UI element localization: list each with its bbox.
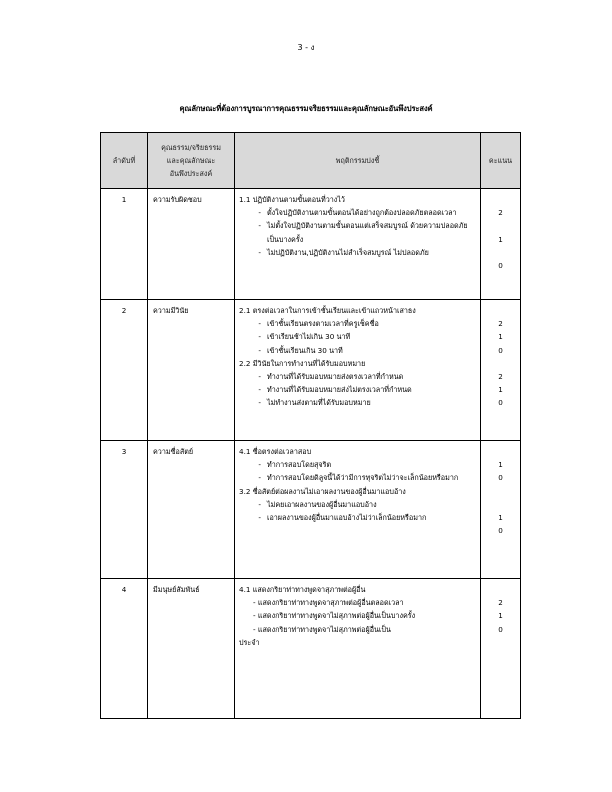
score-value: 0 [498, 345, 503, 355]
behavior-cell [235, 579, 481, 719]
score-value: 0 [498, 624, 503, 634]
list-item-text: ทำการสอบโดยสุจริต [267, 460, 332, 470]
list-item-text: ไม่คยเอาผลงานของผู้อื่นมาแอบอ้าง [267, 499, 377, 509]
page-title: คุณลักษณะที่ต้องการบูรณาการคุณธรรมจริยธรรมและคุณลักษณะอันพึงประสงค์ [179, 104, 433, 113]
list-item: - ไม่คยเอาผลงานของผู้อื่นมาแอบอ้าง [239, 498, 476, 511]
table-row [101, 189, 521, 300]
trait-name: มีมนุษย์สัมพันธ์ [148, 579, 235, 719]
list-item-text: ตั้งใจปฏิบัติงานตามขั้นตอนได้อย่างถูกต้องปลอดภัยตลอดเวลา [267, 208, 457, 218]
behavior-cell [235, 300, 481, 441]
header-trait-line: และคุณลักษณะ [166, 155, 216, 165]
list-item: - แสดงกริยาท่าทางพูดจาสุภาพต่อผู้อื่นตลอดเวลา [253, 598, 404, 608]
trait-name: ความมีวินัย [148, 300, 235, 441]
table-row [101, 300, 521, 441]
score-value: 2 [498, 371, 503, 381]
list-item: - ทำการสอบโดยดิลูจนี้ได้ว่ามีการทุจริตไม่ว่าจะเล็กน้อยหรือมาก [239, 471, 476, 484]
list-item-text: เข้าชั้นเรียนตรงตามเวลาที่ครูเช็คชื่อ [267, 319, 379, 329]
list-item: - ไม่ปฏิบัติงาน,ปฏิบัติงานไม่สำเร็จสมบูรณ์ ไม่ปลอดภัย [239, 246, 476, 259]
page-number: 3 - ง [297, 43, 315, 52]
header-no: ลำดับที่ [101, 133, 148, 189]
score-value: 0 [498, 526, 503, 536]
score-cell [481, 579, 521, 719]
table-row [101, 441, 521, 579]
list-item-text: ไม่ปฏิบัติงาน,ปฏิบัติงานไม่สำเร็จสมบูรณ์ ไม่ปลอดภัย [267, 247, 429, 257]
score-value: 1 [498, 332, 503, 342]
behavior-heading: 3.2 ซื่อสัตย์ต่อผลงานไม่เอาผลงานของผู้อื่นมาแอบอ้าง [239, 486, 406, 496]
list-item: - ตั้งใจปฏิบัติงานตามขั้นตอนได้อย่างถูกต้องปลอดภัยตลอดเวลา [239, 206, 476, 219]
header-behavior: พฤติกรรมบ่งชี้ [235, 133, 481, 189]
list-item-text: เอาผลงานของผู้อื่นมาแอบอ้างไม่ว่าเล็กน้อยหรือมาก [267, 513, 427, 523]
score-value: 1 [498, 460, 503, 470]
row-number: 4 [101, 579, 148, 719]
list-item-text: ทำการสอบโดยดิลูจนี้ได้ว่ามีการทุจริตไม่ว่าจะเล็กน้อยหรือมาก [267, 473, 459, 483]
behavior-heading: 1.1 ปฏิบัติงานตามขั้นตอนที่วางไว้ [239, 195, 345, 204]
score-value: 1 [498, 234, 503, 244]
list-item-text: เข้าเรียนช้าไม่เกิน 30 นาที [267, 332, 351, 342]
list-item: - เอาผลงานของผู้อื่นมาแอบอ้างไม่ว่าเล็กน้อยหรือมาก [239, 511, 476, 524]
list-item: - แสดงกริยาท่าทางพูดจาไม่สุภาพต่อผู้อื่นเป็นบางครั้ง [253, 611, 416, 621]
behavior-cell [235, 189, 481, 300]
row-number: 2 [101, 300, 148, 441]
list-item: - เข้าชั้นเรียนเกิน 30 นาที [239, 344, 476, 357]
score-value: 1 [498, 512, 503, 522]
list-item: - แสดงกริยาท่าทางพูดจาไม่สุภาพต่อผู้อื่นเป็น [253, 624, 391, 634]
traits-table [100, 132, 521, 719]
score-value: 2 [498, 208, 503, 218]
score-value: 2 [498, 598, 503, 608]
behavior-heading: 2.1 ตรงต่อเวลาในการเข้าชั้นเรียนและเข้าแถวหน้าเสาธง [239, 306, 416, 315]
list-item-text: ทำงานที่ได้รับมอบหมายส่งไม่ตรงเวลาที่กำหนด [267, 385, 412, 395]
score-value: 1 [498, 611, 503, 621]
list-item-text: ไม่ตั้งใจปฏิบัติงานตามขั้นตอนแต่เสร็จสมบูรณ์ ด้วยความปลอดภัยเป็นบางครั้ง [267, 221, 468, 244]
list-item: - ทำงานที่ได้รับมอบหมายส่งไม่ตรงเวลาที่กำหนด [239, 383, 476, 396]
score-value: 0 [498, 473, 503, 483]
score-value: 0 [498, 398, 503, 408]
row-number: 3 [101, 441, 148, 579]
trait-name: ความซื่อสัตย์ [148, 441, 235, 579]
header-score: คะแนน [481, 133, 521, 189]
list-item-text: ไม่ทำงานส่งตามที่ได้รับมอบหมาย [267, 398, 371, 408]
behavior-heading: 4.1 ซื่อตรงต่อเวลาสอบ [239, 447, 312, 456]
header-trait-line: อันพึงประสงค์ [169, 169, 213, 179]
score-value: 0 [498, 260, 503, 270]
table-row [101, 579, 521, 719]
list-item-text: เข้าชั้นเรียนเกิน 30 นาที [267, 345, 343, 355]
header-trait [148, 133, 235, 189]
list-item: - ทำงานที่ได้รับมอบหมายส่งตรงเวลาที่กำหนด [239, 370, 476, 383]
list-item-continuation: ประจำ [239, 637, 260, 647]
list-item: - ไม่ตั้งใจปฏิบัติงานตามขั้นตอนแต่เสร็จสมบูรณ์ ด้วยความปลอดภัยเป็นบางครั้ง [239, 219, 476, 245]
header-trait-line: คุณธรรม/จริยธรรม [161, 142, 221, 152]
row-number: 1 [101, 189, 148, 300]
score-cell [481, 441, 521, 579]
trait-name: ความรับผิดชอบ [148, 189, 235, 300]
score-cell [481, 189, 521, 300]
score-value: 1 [498, 385, 503, 395]
list-item: - เข้าเรียนช้าไม่เกิน 30 นาที [239, 330, 476, 343]
list-item: - ไม่ทำงานส่งตามที่ได้รับมอบหมาย [239, 396, 476, 409]
behavior-cell [235, 441, 481, 579]
list-item: - ทำการสอบโดยสุจริต [239, 458, 476, 471]
behavior-heading: 2.2 มีวินัยในการทำงานที่ได้รับมอบหมาย [239, 358, 366, 368]
table-header-row [101, 133, 521, 189]
behavior-heading: 4.1 แสดงกริยาท่าทางพูดจาสุภาพต่อผู้อื่น [239, 585, 366, 594]
score-cell [481, 300, 521, 441]
score-value: 2 [498, 319, 503, 329]
list-item: - เข้าชั้นเรียนตรงตามเวลาที่ครูเช็คชื่อ [239, 317, 476, 330]
list-item-text: ทำงานที่ได้รับมอบหมายส่งตรงเวลาที่กำหนด [267, 372, 404, 382]
